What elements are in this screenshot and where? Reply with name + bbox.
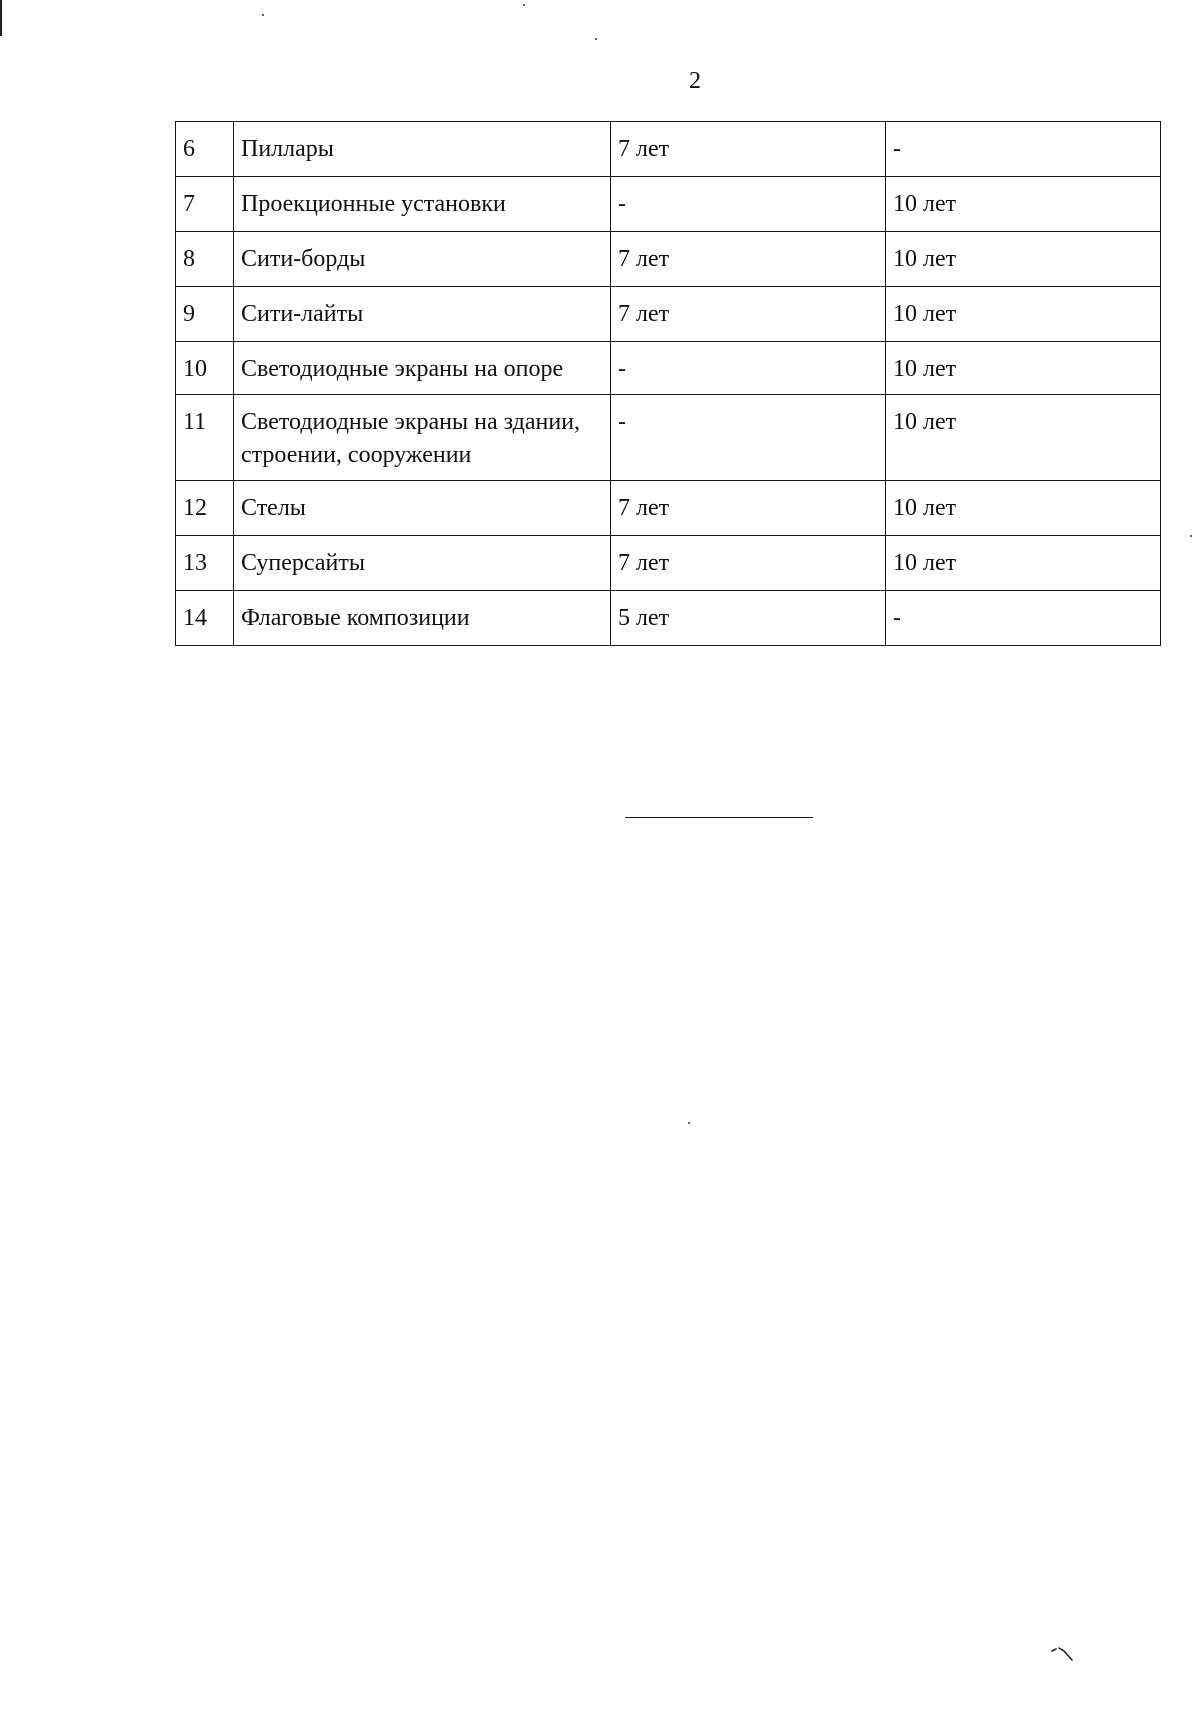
page-number: 2 xyxy=(689,68,701,94)
row-number: 8 xyxy=(176,232,234,287)
term-column-b: - xyxy=(886,122,1161,177)
term-column-a: 5 лет xyxy=(611,591,886,646)
term-column-a: 7 лет xyxy=(611,232,886,287)
end-of-document-rule xyxy=(625,817,813,818)
term-column-a: 7 лет xyxy=(611,536,886,591)
row-number: 11 xyxy=(176,395,234,481)
table-row xyxy=(176,287,1161,342)
item-name: Светодиодные экраны на опоре xyxy=(234,342,611,395)
row-number: 10 xyxy=(176,342,234,395)
term-column-a: - xyxy=(611,177,886,232)
term-column-a: 7 лет xyxy=(611,122,886,177)
row-number: 13 xyxy=(176,536,234,591)
term-column-b: 10 лет xyxy=(886,287,1161,342)
scan-speck xyxy=(688,1122,690,1124)
pen-mark xyxy=(1050,1645,1080,1667)
term-column-b: 10 лет xyxy=(886,232,1161,287)
table-row xyxy=(176,342,1161,395)
item-name: Суперсайты xyxy=(234,536,611,591)
scan-speck xyxy=(262,14,264,16)
table-row xyxy=(176,536,1161,591)
term-column-b: 10 лет xyxy=(886,395,1161,481)
scan-edge-mark xyxy=(0,0,2,36)
term-column-b: 10 лет xyxy=(886,536,1161,591)
term-column-b: - xyxy=(886,591,1161,646)
item-name: Пиллары xyxy=(234,122,611,177)
item-name: Светодиодные экраны на здании, строении, сооружении xyxy=(234,395,611,481)
row-number: 7 xyxy=(176,177,234,232)
term-column-b: 10 лет xyxy=(886,481,1161,536)
row-number: 12 xyxy=(176,481,234,536)
document-table xyxy=(175,121,1161,646)
row-number: 9 xyxy=(176,287,234,342)
item-name: Стелы xyxy=(234,481,611,536)
term-column-b: 10 лет xyxy=(886,342,1161,395)
scan-speck xyxy=(523,4,525,6)
scan-speck xyxy=(1190,535,1192,537)
term-column-a: 7 лет xyxy=(611,481,886,536)
table-row xyxy=(176,232,1161,287)
row-number: 6 xyxy=(176,122,234,177)
item-name: Сити-борды xyxy=(234,232,611,287)
term-column-a: - xyxy=(611,342,886,395)
term-column-a: 7 лет xyxy=(611,287,886,342)
term-column-a: - xyxy=(611,395,886,481)
table-row xyxy=(176,177,1161,232)
item-name: Сити-лайты xyxy=(234,287,611,342)
row-number: 14 xyxy=(176,591,234,646)
term-column-b: 10 лет xyxy=(886,177,1161,232)
table-row xyxy=(176,591,1161,646)
item-name: Флаговые композиции xyxy=(234,591,611,646)
scan-speck xyxy=(595,38,597,40)
item-name: Проекционные установки xyxy=(234,177,611,232)
table-row xyxy=(176,481,1161,536)
table-row xyxy=(176,122,1161,177)
table-row xyxy=(176,395,1161,481)
